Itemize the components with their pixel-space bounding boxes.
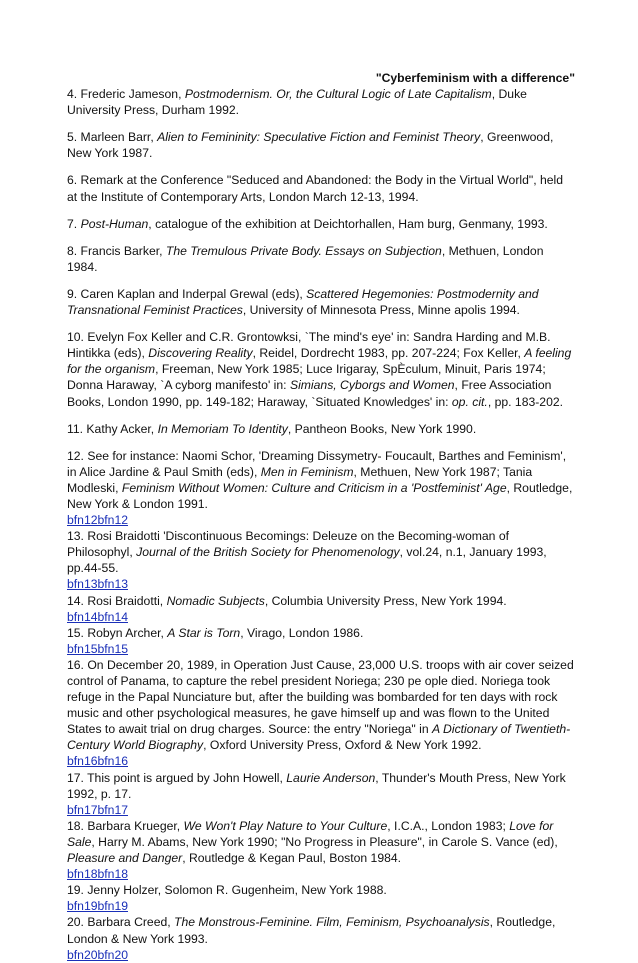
endnote-text: , I.C.A., London 1983; xyxy=(387,818,510,833)
endnote-17 xyxy=(67,770,575,802)
endnote-text: 14. Rosi Braidotti, xyxy=(67,593,167,608)
endnote-20 xyxy=(67,914,575,946)
endnote-8 xyxy=(67,243,575,275)
endnote-title: In Memoriam To Identity xyxy=(157,421,288,436)
endnote-text: 18. Barbara Krueger, xyxy=(67,818,184,833)
backref-link[interactable]: bfn12bfn12 xyxy=(67,513,128,528)
endnote-6 xyxy=(67,172,575,204)
endnote-15 xyxy=(67,625,575,641)
endnote-text: , catalogue of the exhibition at Deichtorhallen, Ham burg, Genmany, 1993. xyxy=(148,216,548,231)
endnote-9 xyxy=(67,286,575,318)
endnote-text: 11. Kathy Acker, xyxy=(67,421,158,436)
endnote-title: Pleasure and Danger xyxy=(67,851,183,866)
endnote-10 xyxy=(67,329,575,409)
endnote-4 xyxy=(67,86,575,118)
backref-link[interactable]: bfn16bfn16 xyxy=(67,754,128,769)
backref-link[interactable]: bfn14bfn14 xyxy=(67,609,128,624)
endnote-19 xyxy=(67,882,575,898)
endnote-text: , Thunder's Mouth Press, New York 1992, p. 17. xyxy=(67,770,566,801)
backref-link[interactable]: bfn19bfn19 xyxy=(67,899,128,914)
endnote-text: , University of Minnesota Press, Minne apolis 1994. xyxy=(242,303,520,318)
endnote-text: , vol.24, n.1, January 1993, pp.44-55. xyxy=(67,545,547,576)
endnote-title: Postmodernism. Or, the Cultural Logic of Late Capitalism xyxy=(184,87,492,102)
endnote-title: Men in Feminism xyxy=(260,464,354,479)
endnote-text: 6. Remark at the Conference "Seduced and Abandoned: the Body in the Virtual World", held at the Institute of Contemporary Arts, London March 12-13, 1994. xyxy=(67,173,564,204)
backref-link[interactable]: bfn17bfn17 xyxy=(67,802,128,817)
endnote-text: 10. Evelyn Fox Keller and C.R. Grontowksi, `The mind's eye' in: Sandra Harding and M.B. Hintikka (eds), xyxy=(67,330,551,361)
endnote-text: , Methuen, London 1984. xyxy=(67,243,544,274)
endnote-title: Scattered Hegemonies: Postmodernity and Transnational Feminist Practices xyxy=(67,286,539,318)
endnote-text: 9. Caren Kaplan and Inderpal Grewal (eds), xyxy=(67,286,307,301)
endnote-text: 20. Barbara Creed, xyxy=(67,915,175,930)
endnote-title: The Tremulous Private Body. Essays on Subjection xyxy=(165,243,442,258)
endnote-text: 15. Robyn Archer, xyxy=(67,625,168,640)
backref-link[interactable]: bfn13bfn13 xyxy=(67,577,128,592)
endnote-title: A Dictionary of Twentieth-Century World Biography xyxy=(67,722,571,753)
endnote-7 xyxy=(67,216,575,232)
document-page xyxy=(67,70,575,963)
endnote-text: , Routledge & Kegan Paul, Boston 1984. xyxy=(182,851,402,866)
endnote-title: A Star is Torn xyxy=(167,625,241,640)
endnote-14 xyxy=(67,593,575,609)
endnote-text: , Free Association Books, London 1990, pp. 149-182; Haraway, `Situated Knowledges' in: xyxy=(67,378,552,409)
endnote-text: , Routledge, London & New York 1993. xyxy=(67,915,556,946)
endnote-title: Nomadic Subjects xyxy=(166,593,265,608)
endnote-title: Laurie Anderson xyxy=(286,770,376,785)
endnote-text: 19. Jenny Holzer, Solomon R. Gugenheim, New York 1988. xyxy=(67,883,387,898)
backref-link[interactable]: bfn15bfn15 xyxy=(67,641,128,656)
endnote-text: 12. See for instance: Naomi Schor, 'Dreaming Dissymetry- Foucault, Barthes and Feminism', in Alice Jardine & Paul Smith (eds), xyxy=(67,448,567,479)
endnote-text: 17. This point is argued by John Howell, xyxy=(67,770,287,785)
backref-link[interactable]: bfn18bfn18 xyxy=(67,867,128,882)
endnote-text: , Methuen, New York 1987; Tania Modleski, xyxy=(67,464,533,495)
endnote-18 xyxy=(67,818,575,866)
endnote-text: , Reidel, Dordrecht 1983, pp. 207-224; Fox Keller, xyxy=(252,346,525,361)
endnote-16 xyxy=(67,657,575,754)
endnote-text: 16. On December 20, 1989, in Operation Just Cause, 23,000 U.S. troops with air cover seized control of Panama, to capture the rebel president Noriega; 230 pe ople died. Noriega took refuge in the Papal Nunciature but, after the building was bombarded for ten days with rock music and other psychological measures, he gave himself up and was flown to the United States to await trial on drug charges. Source: the entry "Noriega" in xyxy=(67,657,574,737)
endnote-12 xyxy=(67,448,575,512)
endnote-title: Post-Human xyxy=(80,216,149,231)
endnote-text: , pp. 183-202. xyxy=(487,394,564,409)
endnote-11 xyxy=(67,421,575,437)
endnote-text: 4. Frederic Jameson, xyxy=(67,87,185,102)
endnote-text: , Routledge, New York & London 1991. xyxy=(67,480,573,511)
endnote-text: , Greenwood, New York 1987. xyxy=(67,130,554,161)
endnote-text: 7. xyxy=(67,216,81,231)
endnote-title: op. cit. xyxy=(451,394,488,409)
endnote-title: Feminism Without Women: Culture and Criticism in a 'Postfeminist' Age xyxy=(121,480,507,495)
endnote-text: , Harry M. Abams, New York 1990; "No Progress in Pleasure", in Carole S. Vance (ed), xyxy=(91,834,558,849)
endnote-title: Alien to Femininity: Speculative Fiction and Feminist Theory xyxy=(157,130,481,145)
endnote-title: Journal of the British Society for Phenomenology xyxy=(136,545,400,560)
endnote-title: We Won't Play Nature to Your Culture xyxy=(183,818,388,833)
endnote-text: , Columbia University Press, New York 1994. xyxy=(264,593,507,608)
endnote-title: Discovering Reality xyxy=(148,346,253,361)
running-header: "Cyberfeminism with a difference" xyxy=(375,71,575,85)
endnote-13 xyxy=(67,528,575,576)
endnote-5 xyxy=(67,129,575,161)
endnote-title: A feeling for the organism xyxy=(67,346,572,377)
backref-link[interactable]: bfn20bfn20 xyxy=(67,947,128,962)
endnote-title: Love for Sale xyxy=(67,818,554,849)
endnote-text: 5. Marleen Barr, xyxy=(67,130,158,145)
endnote-title: The Monstrous-Feminine. Film, Feminism, Psychoanalysis xyxy=(174,915,490,930)
endnote-text: , Virago, London 1986. xyxy=(240,625,364,640)
endnote-text: 8. Francis Barker, xyxy=(67,243,166,258)
endnote-text: , Pantheon Books, New York 1990. xyxy=(287,421,477,436)
endnote-text: , Duke University Press, Durham 1992. xyxy=(67,87,527,118)
endnotes-list xyxy=(67,86,575,963)
endnote-text: 13. Rosi Braidotti 'Discontinuous Becomings: Deleuze on the Becoming-woman of Philosophyl, xyxy=(67,529,509,560)
endnote-text: , Freeman, New York 1985; Luce Irigaray, SpÈculum, Minuit, Paris 1974; Donna Haraway, `A cyborg manifesto' in: xyxy=(67,362,546,393)
endnote-title: Simians, Cyborgs and Women xyxy=(289,378,455,393)
endnote-text: , Oxford University Press, Oxford & New York 1992. xyxy=(203,738,482,753)
